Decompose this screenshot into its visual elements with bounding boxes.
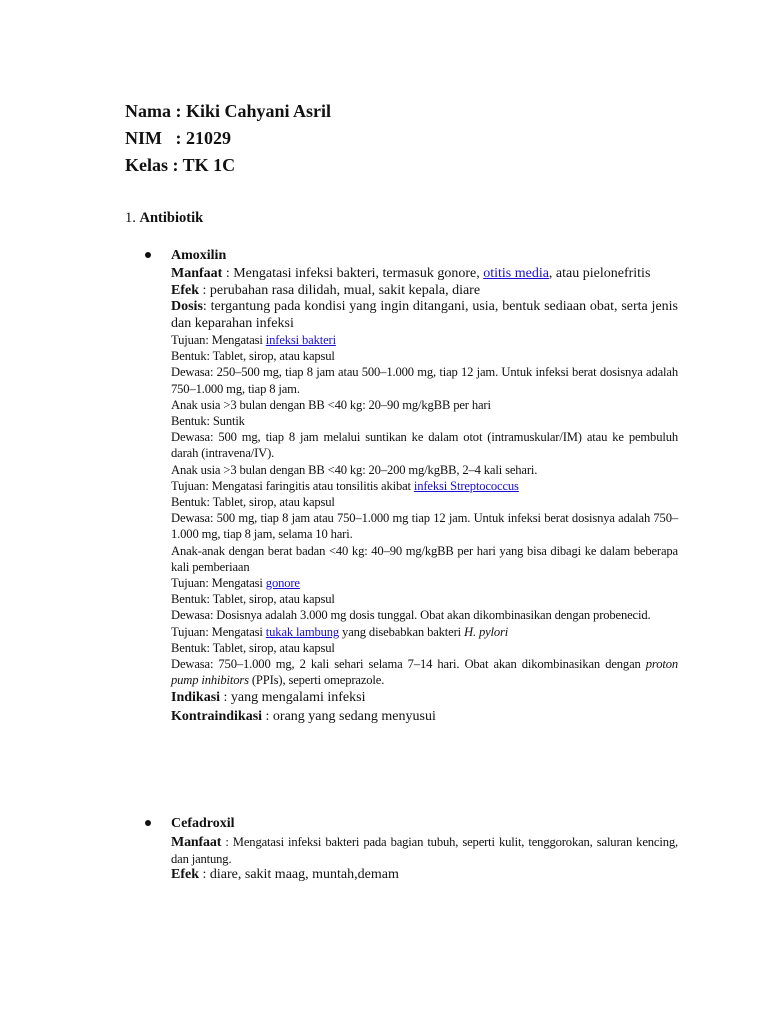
anak-line: Anak usia >3 bulan dengan BB <40 kg: 20–90 mg/kgBB per hari xyxy=(171,397,491,412)
tujuan-line: Tujuan: Mengatasi gonore xyxy=(171,576,300,591)
tujuan-line: Tujuan: Mengatasi tukak lambung yang disebabkan bakteri H. pylori xyxy=(171,624,509,639)
bentuk-line: Bentuk: Tablet, sirop, atau kapsul xyxy=(171,349,335,364)
bullet-icon xyxy=(145,252,151,258)
anak-line: Anak-anak dengan berat badan <40 kg: 40–90 mg/kgBB per hari yang bisa dibagi ke dalam beberapa kali pemberiaan xyxy=(171,543,678,574)
tujuan-line: Tujuan: Mengatasi infeksi bakteri xyxy=(171,333,336,347)
manfaat-label: Manfaat xyxy=(171,266,223,281)
dosis-label: Dosis xyxy=(171,299,203,314)
efek-paragraph: Efek : perubahan rasa dilidah, mual, sakit kepala, diare xyxy=(171,282,481,298)
kontraindikasi-label: Kontraindikasi xyxy=(171,709,263,725)
infeksi-bakteri-link[interactable]: infeksi bakteri xyxy=(265,333,336,347)
dewasa-line: Dewasa: 500 mg, tiap 8 jam atau 750–1.000 mg tiap 12 jam. Untuk infeksi berat dosisnya adalah 750–1.000 mg, tiap 8 jam, selama 10 hari. xyxy=(171,511,678,542)
dewasa-line: Dewasa: Dosisnya adalah 3.000 mg dosis tunggal. Obat akan dikombinasikan dengan probenecid. xyxy=(171,608,651,623)
student-info xyxy=(125,98,331,179)
drug-details xyxy=(171,834,678,884)
manfaat-label: Manfaat xyxy=(171,835,222,850)
efek-label: Efek xyxy=(171,282,199,298)
gonore-link[interactable]: gonore xyxy=(265,576,300,591)
manfaat-paragraph: Manfaat : Mengatasi infeksi bakteri pada bagian tubuh, seperti kulit, tenggorokan, saluran kencing, dan jantung. xyxy=(171,835,678,867)
anak-line: Anak usia >3 bulan dengan BB <40 kg: 20–200 mg/kgBB, 2–4 kali sehari. xyxy=(171,462,538,477)
student-nim: NIM : 21029 xyxy=(125,128,231,148)
tukak-lambung-link[interactable]: tukak lambung xyxy=(265,624,340,639)
otitis-media-link[interactable]: otitis media xyxy=(483,266,549,281)
section-number: 1. xyxy=(125,210,136,226)
efek-label: Efek xyxy=(171,867,199,883)
dewasa-line: Dewasa: 500 mg, tiap 8 jam melalui suntikan ke dalam otot (intramuskular/IM) atau ke pembuluh darah (intravena/IV). xyxy=(171,430,678,461)
drug-name: Amoxilin xyxy=(171,248,227,263)
bentuk-line: Bentuk: Tablet, sirop, atau kapsul xyxy=(171,495,335,510)
indikasi-paragraph: Indikasi : yang mengalami infeksi xyxy=(171,690,366,706)
section-title: Antibiotik xyxy=(139,210,204,226)
drug-item-cefadroxil xyxy=(145,814,678,884)
kontraindikasi-paragraph: Kontraindikasi : orang yang sedang menyusui xyxy=(171,709,436,725)
bentuk-line: Bentuk: Tablet, sirop, atau kapsul xyxy=(171,592,335,607)
dewasa-line: Dewasa: 750–1.000 mg, 2 kali sehari selama 7–14 hari. Obat akan dikombinasikan dengan proton pump inhibitors (PPIs), seperti omeprazole. xyxy=(171,657,678,688)
drug-name: Cefadroxil xyxy=(171,816,235,831)
bullet-icon xyxy=(145,820,151,826)
dewasa-line: Dewasa: 250–500 mg, tiap 8 jam atau 500–1.000 mg, tiap 12 jam. Untuk infeksi berat dosisnya adalah 750–1.000 mg, tiap 8 jam. xyxy=(171,365,678,396)
tujuan-line: Tujuan: Mengatasi faringitis atau tonsilitis akibat infeksi Streptococcus xyxy=(171,478,519,493)
section-heading xyxy=(125,210,203,227)
student-class: Kelas : TK 1C xyxy=(125,155,236,175)
drug-item-amoxilin xyxy=(145,246,678,726)
infeksi-streptococcus-link[interactable]: infeksi Streptococcus xyxy=(413,478,519,493)
bentuk-line: Bentuk: Suntik xyxy=(171,414,245,429)
indikasi-label: Indikasi xyxy=(171,690,221,706)
drug-details xyxy=(171,266,678,726)
dosis-paragraph: Dosis: tergantung pada kondisi yang ingin ditangani, usia, bentuk sediaan obat, serta jenis dan keparahan infeksi xyxy=(171,299,678,331)
efek-paragraph: Efek : diare, sakit maag, muntah,demam xyxy=(171,867,399,883)
manfaat-paragraph: Manfaat : Mengatasi infeksi bakteri, termasuk gonore, otitis media, atau pielonefritis xyxy=(171,266,651,281)
bentuk-line: Bentuk: Tablet, sirop, atau kapsul xyxy=(171,640,335,655)
student-name: Nama : Kiki Cahyani Asril xyxy=(125,101,332,121)
